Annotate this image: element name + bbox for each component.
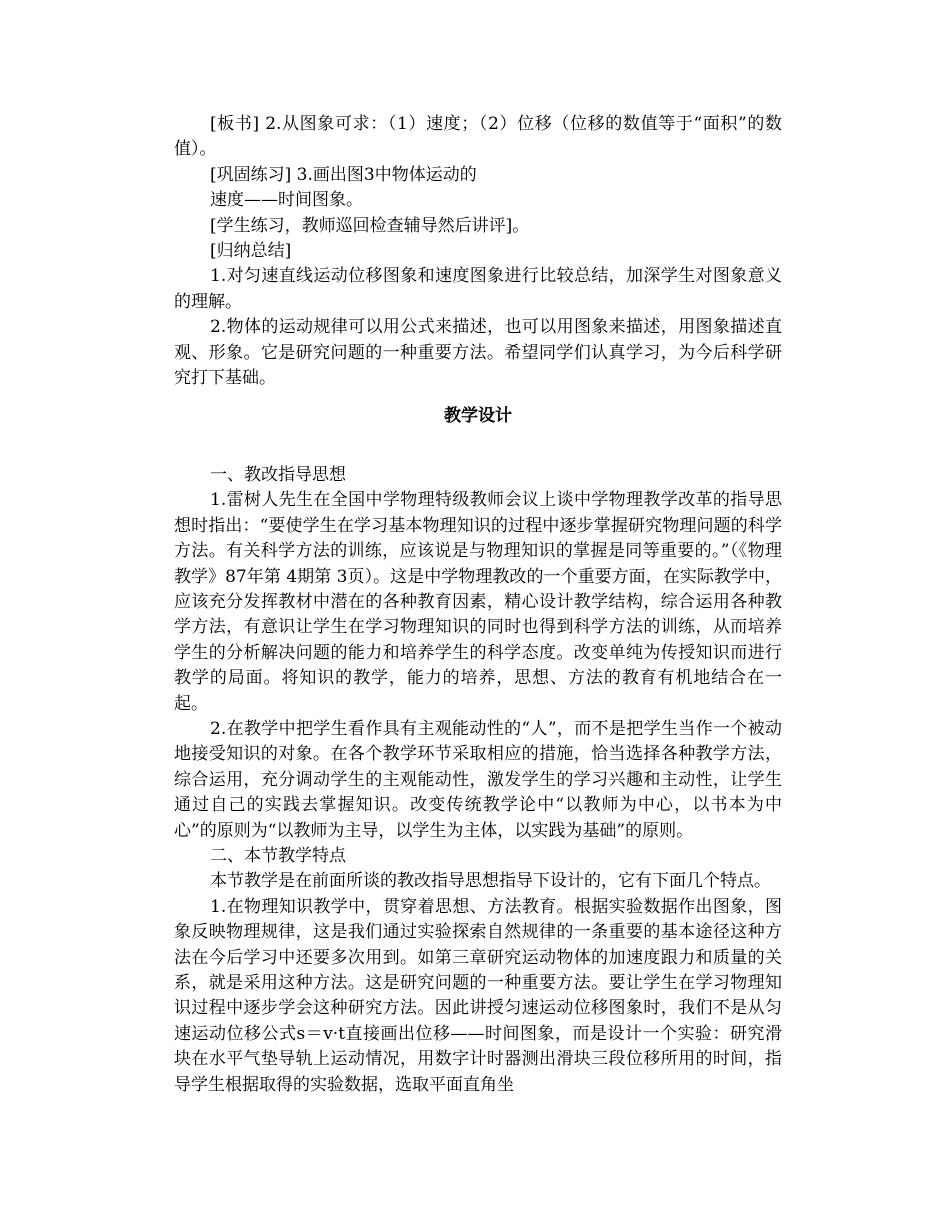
paragraph-practice: [巩固练习] 3.画出图3中物体运动的: [210, 164, 477, 185]
paragraph-student-practice: [学生练习，教师巡回检查辅导然后讲评]。: [210, 215, 530, 236]
paragraph-board-note: [板书] 2.从图象可求：（1）速度；（2）位移（位移的数值等于“面积”的数值）。: [174, 114, 782, 160]
document-page: [174, 112, 782, 1098]
paragraph-summary-heading: [归纳总结]: [210, 241, 292, 262]
section-1-paragraph-2: 2.在教学中把学生看作具有主观能动性的“人”，而不是把学生当作一个被动地接受知识的对象。在各个教学环节采取相应的措施，恰当选择各种教学方法，综合运用，充分调动学生的主观能动性，激发学生的学习兴趣和主动性，让学生通过自己的实践去掌握知识。改变传统教学论中“以教师为中心，以书本为中心”的原则为“以教师为主导，以学生为主体，以实践为基础”的原则。: [174, 718, 782, 841]
paragraph-summary-2: 2.物体的运动规律可以用公式来描述，也可以用图象来描述，用图象描述直观、形象。它是研究问题的一种重要方法。希望同学们认真学习，为今后科学研究打下基础。: [174, 317, 782, 389]
section-title: 教学设计: [444, 406, 512, 427]
section-2-heading: 二、本节教学特点: [210, 845, 346, 866]
section-1-heading: 一、教改指导思想: [210, 464, 346, 485]
paragraph-summary-1: 1.对匀速直线运动位移图象和速度图象进行比较总结，加深学生对图象意义的理解。: [174, 266, 782, 312]
section-2-intro: 本节教学是在前面所谈的教改指导思想指导下设计的，它有下面几个特点。: [210, 871, 771, 892]
section-2-paragraph-1: 1.在物理知识教学中，贯穿着思想、方法教育。根据实验数据作出图象，图象反映物理规律，这是我们通过实验探索自然规律的一条重要的基本途径这种方法在今后学习中还要多次用到。如第三章研究运动物体的加速度跟力和质量的关系，就是采用这种方法。这是研究问题的一种重要方法。要让学生在学习物理知识过程中逐步学会这种研究方法。因此讲授匀速运动位移图象时，我们不是从匀速运动位移公式s＝v·t直接画出位移——时间图象，而是设计一个实验：研究滑块在水平气垫导轨上运动情况，用数字计时器测出滑块三段位移所用的时间，指导学生根据取得的实验数据，选取平面直角坐: [174, 896, 782, 1095]
section-1-paragraph-1: 1.雷树人先生在全国中学物理特级教师会议上谈中学物理教学改革的指导思想时指出：“要使学生在学习基本物理知识的过程中逐步掌握研究物理问题的科学方法。有关科学方法的训练，应该说是与物理知识的掌握是同等重要的。”（《物理教学》87年第 4期第 3页）。这是中学物理教改的一个重要方面，在实际教学中，应该充分发挥教材中潜在的各种教育因素，精心设计教学结构，综合运用各种教学方法，有意识让学生在学习物理知识的同时也得到科学方法的训练，从而培养学生的分析解决问题的能力和培养学生的科学态度。改变单纯为传授知识而进行教学的局面。将知识的教学，能力的培养，思想、方法的教育有机地结合在一起。: [174, 490, 782, 714]
paragraph-practice-continued: 速度——时间图象。: [210, 190, 363, 211]
